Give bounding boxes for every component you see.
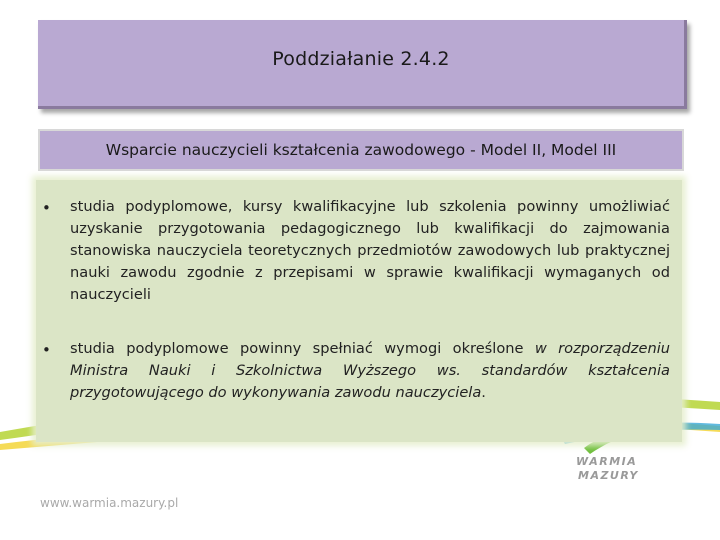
bullet-text-italic: w rozporządzeniu Ministra Nauki i Szkolnictwa Wyższego ws. standardów kształcenia przygotowującego do wykonywania zawodu nauczyciela bbox=[70, 340, 670, 401]
slide-subtitle-box bbox=[38, 129, 684, 171]
bullet-text-end: . bbox=[481, 384, 486, 401]
bullet-text bbox=[70, 338, 670, 404]
slide-title-box bbox=[38, 20, 687, 109]
content-box bbox=[36, 180, 682, 442]
footer-url: www.warmia.mazury.pl bbox=[40, 496, 179, 510]
bullet-icon: • bbox=[42, 341, 51, 359]
slide-subtitle: Wsparcie nauczycieli kształcenia zawodowego - Model II, Model III bbox=[105, 141, 617, 159]
logo-line-2: MAZURY bbox=[578, 469, 639, 482]
bullet-text-lead: studia podyplomowe powinny spełniać wymogi określone bbox=[70, 340, 535, 357]
warmia-mazury-logo bbox=[576, 455, 656, 489]
bullet-text: studia podyplomowe, kursy kwalifikacyjne lub szkolenia powinny umożliwiać uzyskanie przygotowania pedagogicznego lub kwalifikacji do zajmowania stanowiska nauczyciela teoretycznych przedmiotów zawodowych lub praktycznej nauki zawodu zgodnie z przepisami w sprawie kwalifikacji wymaganych od nauczycieli bbox=[70, 198, 670, 303]
bullet-icon: • bbox=[42, 199, 51, 217]
slide-title: Poddziałanie 2.4.2 bbox=[272, 48, 450, 70]
logo-line-1: WARMIA bbox=[576, 455, 638, 468]
